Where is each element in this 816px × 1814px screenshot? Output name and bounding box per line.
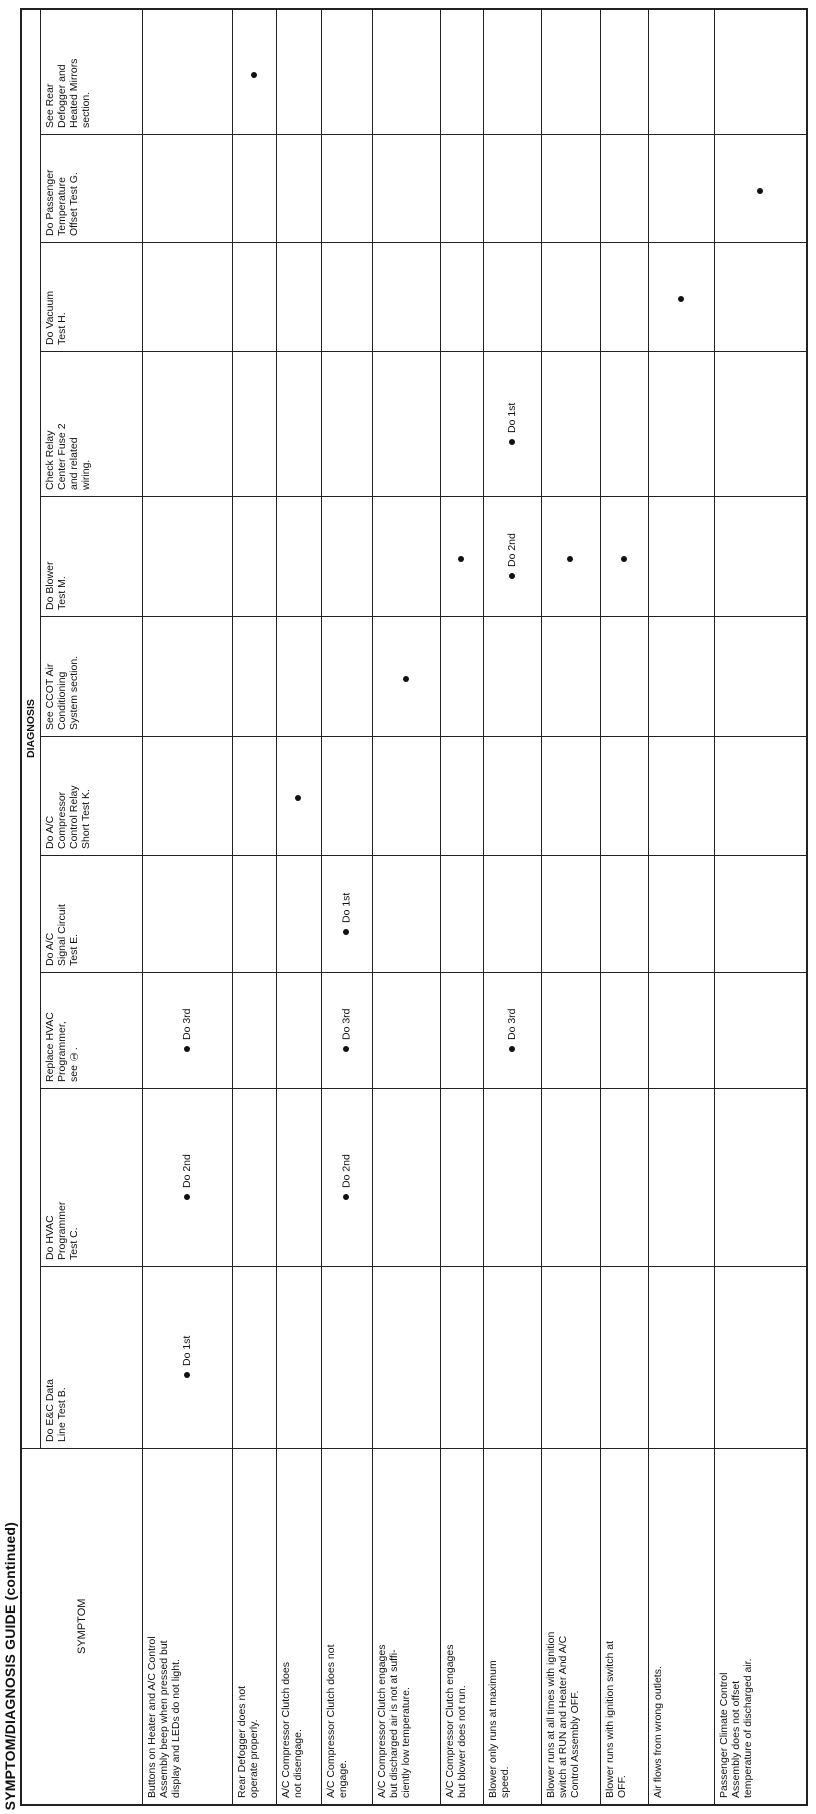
diagnosis-mark xyxy=(483,972,541,1088)
grid-line xyxy=(40,134,806,135)
bullet-icon xyxy=(509,573,515,579)
diagnosis-mark xyxy=(142,1088,232,1266)
bullet-icon xyxy=(678,297,684,303)
symptom-diagnosis-table xyxy=(20,8,808,1806)
column-header-7: Do Blower Test M. xyxy=(44,561,68,610)
grid-line xyxy=(40,351,806,352)
column-header-11: See Rear Defogger and Heated Mirrors section. xyxy=(44,58,92,128)
symptom-header: SYMPTOM xyxy=(76,1598,88,1654)
grid-line xyxy=(440,10,441,1804)
symptom-row-5: A/C Compressor Clutch engages but discharged air is not at suffi- ciently low temperature. xyxy=(376,1644,412,1798)
bullet-icon xyxy=(403,676,409,682)
grid-line xyxy=(40,855,806,856)
bullet-icon xyxy=(344,929,350,935)
column-header-8: Check Relay Center Fuse 2 and related wiring. xyxy=(44,423,92,490)
page-title: SYMPTOM/DIAGNOSIS GUIDE (continued) xyxy=(2,1521,18,1810)
diagnosis-mark xyxy=(321,1088,372,1266)
diagnosis-mark xyxy=(648,242,714,351)
grid-line xyxy=(372,10,373,1804)
symptom-row-9: Blower runs with ignition switch at OFF. xyxy=(604,1641,628,1798)
grid-line xyxy=(541,10,542,1804)
column-header-1: Do E&C Data Line Test B. xyxy=(44,1378,68,1442)
diagnosis-mark xyxy=(541,496,600,616)
grid-line xyxy=(600,10,601,1804)
column-header-3: Replace HVAC Programmer, see ①. xyxy=(44,1012,80,1082)
bullet-icon xyxy=(621,556,627,562)
grid-line xyxy=(483,10,484,1804)
diagnosis-order-label: Do 3rd xyxy=(340,1008,353,1040)
grid-line xyxy=(232,10,233,1804)
symptom-row-1: Buttons on Heater and A/C Control Assembly beep when pressed but display and LEDs do not light. xyxy=(146,1636,182,1798)
column-header-10: Do Passenger Temperature Offset Test G. xyxy=(44,169,80,236)
grid-line xyxy=(276,10,277,1804)
bullet-icon xyxy=(344,1046,350,1052)
bullet-icon xyxy=(184,1046,190,1052)
bullet-icon xyxy=(459,556,465,562)
bullet-icon xyxy=(344,1194,350,1200)
grid-line xyxy=(142,10,143,1804)
diagnosis-order-label: Do 2nd xyxy=(506,533,518,567)
symptom-row-10: Air flows from wrong outlets. xyxy=(652,1666,664,1798)
diagnosis-order-label: Do 1st xyxy=(340,892,353,923)
column-header-2: Do HVAC Programmer Test C. xyxy=(44,1201,80,1260)
bullet-icon xyxy=(509,439,515,445)
diagnosis-mark xyxy=(600,496,648,616)
diagnosis-order-label: Do 1st xyxy=(506,402,518,433)
grid-line xyxy=(40,496,806,497)
symptom-row-4: A/C Compressor Clutch does not engage. xyxy=(325,1644,349,1798)
symptom-row-7: Blower only runs at maximum speed. xyxy=(487,1660,511,1798)
diagnosis-mark xyxy=(142,1266,232,1448)
diagnosis-mark xyxy=(232,10,276,134)
diagnosis-mark xyxy=(483,496,541,616)
grid-line xyxy=(714,10,715,1804)
symptom-row-8: Blower runs at all times with ignition switch at RUN and Heater And A/C Control Assembly OFF. xyxy=(545,1631,581,1798)
diagnosis-order-label: Do 2nd xyxy=(340,1154,353,1188)
bullet-icon xyxy=(184,1194,190,1200)
symptom-row-2: Rear Defogger does not operate properly. xyxy=(236,1685,260,1798)
column-header-9: Do Vacuum Test H. xyxy=(44,290,68,345)
grid-line xyxy=(22,1448,806,1449)
diagnosis-mark xyxy=(440,496,483,616)
diagnosis-mark xyxy=(372,616,440,736)
bullet-icon xyxy=(568,556,574,562)
bullet-icon xyxy=(509,1046,515,1052)
column-header-5: Do A/C Compressor Control Relay Short Test K. xyxy=(44,785,92,849)
grid-line xyxy=(40,10,41,1448)
diagnosis-mark xyxy=(321,972,372,1088)
diagnosis-order-label: Do 3rd xyxy=(506,1008,518,1040)
symptom-row-6: A/C Compressor Clutch engages but blower does not run. xyxy=(444,1644,468,1798)
diagnosis-mark xyxy=(483,351,541,496)
diagnosis-mark xyxy=(276,736,321,855)
diagnosis-header: DIAGNOSIS xyxy=(25,699,37,759)
column-header-6: See CCOT Air Conditioning System section. xyxy=(44,655,80,730)
diagnosis-order-label: Do 2nd xyxy=(181,1154,193,1188)
column-header-4: Do A/C Signal Circuit Test E. xyxy=(44,904,80,966)
diagnosis-order-label: Do 3rd xyxy=(181,1008,193,1040)
diagnosis-mark xyxy=(142,972,232,1088)
symptom-row-11: Passenger Climate Control Assembly does not offset temperature of discharged air. xyxy=(718,1658,754,1798)
diagnosis-order-label: Do 1st xyxy=(181,1335,193,1367)
diagnosis-mark xyxy=(714,134,806,242)
diagnosis-mark xyxy=(321,855,372,972)
grid-line xyxy=(40,736,806,737)
bullet-icon xyxy=(296,796,302,802)
bullet-icon xyxy=(184,1372,190,1378)
symptom-row-3: A/C Compressor Clutch does not disengage. xyxy=(280,1662,304,1798)
bullet-icon xyxy=(757,188,763,194)
bullet-icon xyxy=(251,72,257,78)
